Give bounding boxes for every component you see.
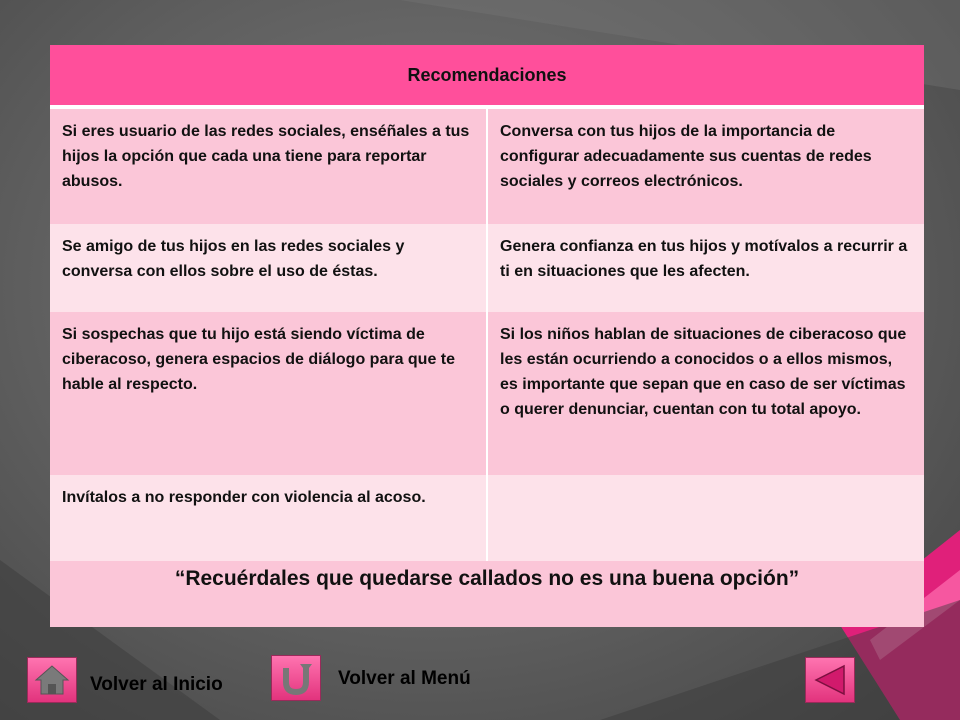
menu-link[interactable]: Volver al Menú — [338, 668, 471, 689]
table-row — [50, 312, 924, 475]
table-cell: Conversa con tus hijos de la importancia de configurar adecuadamente sus cuentas de redes sociales y correos electrónicos. — [487, 107, 924, 224]
home-button[interactable] — [27, 657, 77, 703]
table-cell: Genera confianza en tus hijos y motívalos a recurrir a ti en situaciones que les afecten. — [487, 224, 924, 312]
recommendations-table — [50, 45, 924, 627]
table-row — [50, 224, 924, 312]
back-button[interactable] — [805, 657, 855, 703]
table-cell: Se amigo de tus hijos en las redes sociales y conversa con ellos sobre el uso de éstas. — [50, 224, 487, 312]
triangle-left-icon — [806, 658, 854, 702]
quote-row — [50, 561, 924, 627]
u-turn-icon — [272, 656, 320, 700]
table-row — [50, 107, 924, 224]
table-cell: Si sospechas que tu hijo está siendo víctima de ciberacoso, genera espacios de diálogo para que te hable al respecto. — [50, 312, 487, 475]
table-cell: Si los niños hablan de situaciones de ciberacoso que les están ocurriendo a conocidos o a ellos mismos, es importante que sepan que en caso de ser víctimas o querer denunciar, cuentan con tu total apoyo. — [487, 312, 924, 475]
closing-quote: “Recuérdales que quedarse callados no es una buena opción” — [50, 561, 924, 627]
table-row — [50, 475, 924, 561]
table-title: Recomendaciones — [50, 45, 924, 107]
table-cell: Invítalos a no responder con violencia al acoso. — [50, 475, 487, 561]
table-cell: Si eres usuario de las redes sociales, enséñales a tus hijos la opción que cada una tiene para reportar abusos. — [50, 107, 487, 224]
table-header-row — [50, 45, 924, 107]
menu-button[interactable] — [271, 655, 321, 701]
home-icon — [28, 658, 76, 702]
table-cell — [487, 475, 924, 561]
home-link[interactable]: Volver al Inicio — [90, 674, 223, 695]
